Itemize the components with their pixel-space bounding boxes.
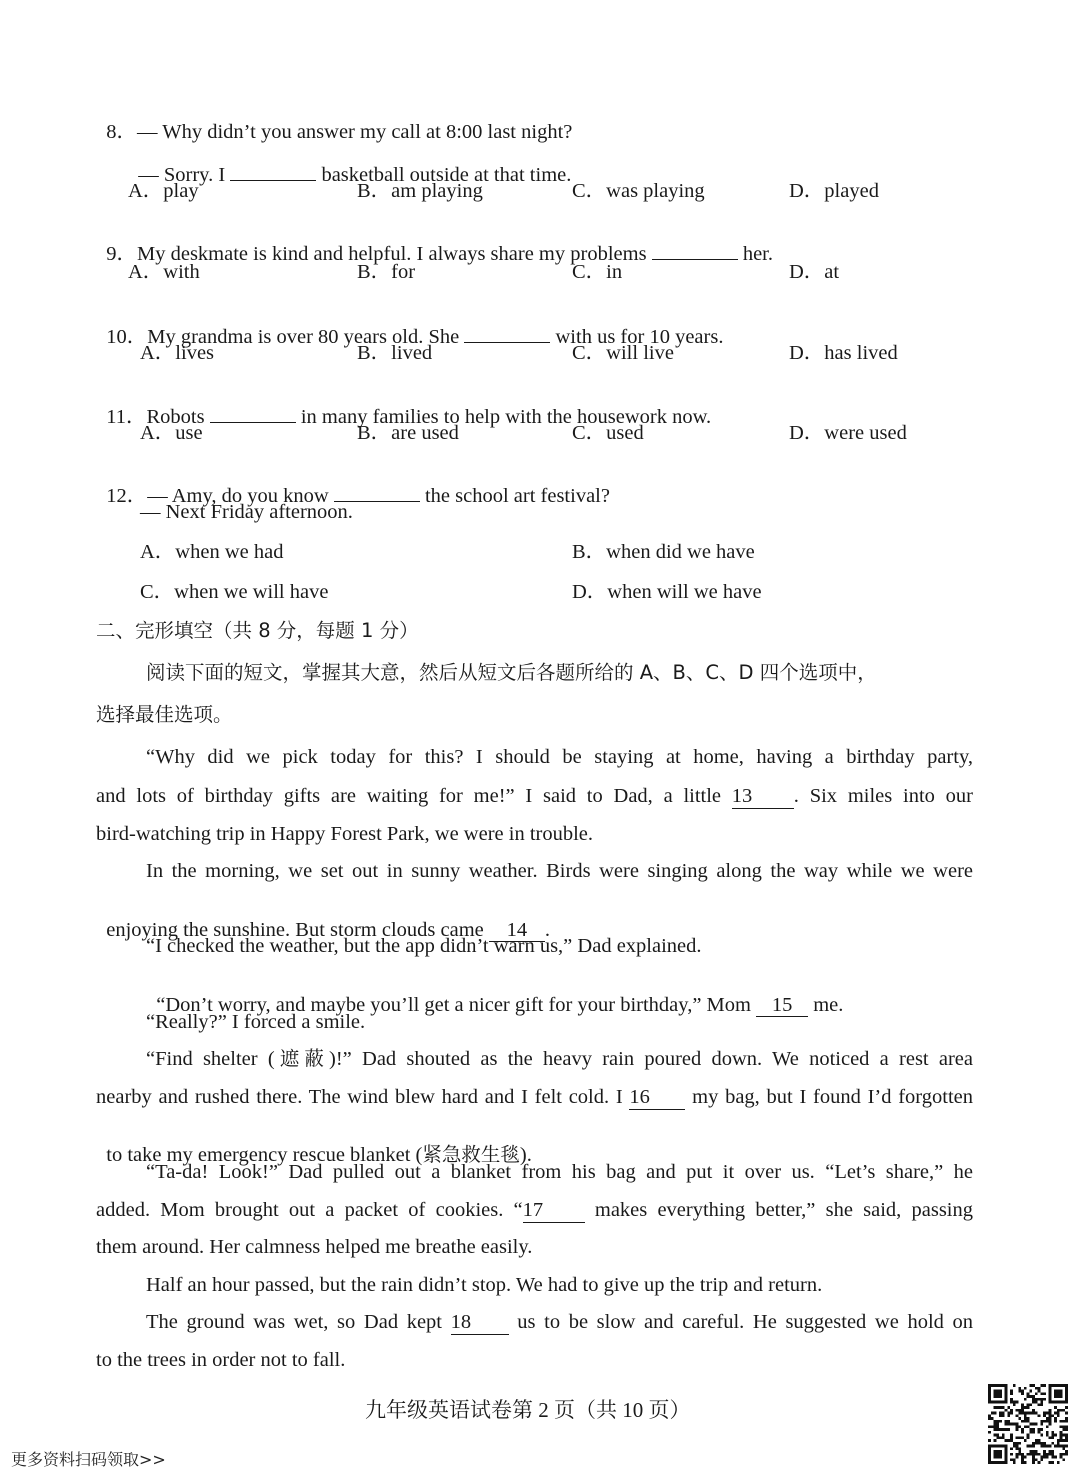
question-text: her. xyxy=(742,242,773,265)
passage-line: “I checked the weather, but the app didn’t warn us,” Dad explained. xyxy=(146,935,702,957)
option-c: C．will live xyxy=(572,342,674,364)
question-8-line1 xyxy=(96,101,572,142)
passage-text: . Six miles into our xyxy=(793,785,973,807)
answer-blank xyxy=(210,404,296,423)
passage-line xyxy=(96,786,973,809)
passage-line xyxy=(146,1312,973,1335)
question-text: — Amy, do you know xyxy=(147,484,329,507)
question-11 xyxy=(96,383,711,427)
passage-text: In the morning, we set out in sunny weather. Birds were singing along the way while we were xyxy=(146,860,973,882)
option-b: B．for xyxy=(357,261,416,283)
question-number: 9． xyxy=(106,242,137,265)
passage-text: makes everything better,” she said, passing xyxy=(594,1199,973,1221)
passage-text: ). xyxy=(519,1143,532,1166)
passage-line xyxy=(146,861,973,882)
passage-text: )!” Dad shouted as the heavy rain poured down. We noticed a rest area xyxy=(329,1048,973,1070)
option-b: B．lived xyxy=(357,342,433,364)
chinese-gloss: 遮蔽 xyxy=(274,1047,330,1070)
passage-text: my bag, but I found I’d forgotten xyxy=(692,1086,973,1108)
question-number: 10． xyxy=(106,325,148,348)
option-c: C．was playing xyxy=(572,180,705,202)
question-text: basketball outside at that time. xyxy=(321,163,572,186)
question-text: — Sorry. I xyxy=(138,163,226,186)
option-a: A．use xyxy=(140,422,203,444)
option-b: B．are used xyxy=(357,422,459,444)
question-text: My grandma is over 80 years old. She xyxy=(147,325,460,348)
question-8-line2 xyxy=(128,141,571,185)
blank-14: 14 xyxy=(489,920,545,943)
option-d: D．has lived xyxy=(789,342,898,364)
section-instruction-line2: 选择最佳选项。 xyxy=(96,703,233,726)
option-b: B．am playing xyxy=(357,180,483,202)
passage-text: “Don’t worry, and maybe you’ll get a nicer gift for your birthday,” Mom xyxy=(156,993,751,1016)
passage-line: “Really?” I forced a smile. xyxy=(146,1011,366,1033)
passage-text: me. xyxy=(813,993,844,1016)
blank-17: 17 xyxy=(523,1200,585,1223)
question-text: — Why didn’t you answer my call at 8:00 last night? xyxy=(137,120,573,143)
side-note: 更多资料扫码领取>> xyxy=(11,1450,166,1469)
passage-text: “Find shelter ( xyxy=(146,1048,275,1070)
question-number: 12． xyxy=(106,484,148,507)
option-a: A．when we had xyxy=(140,541,284,563)
blank-15: 15 xyxy=(756,995,808,1018)
passage-text: us to be slow and careful. He suggested we hold on xyxy=(517,1311,974,1333)
qr-code-icon[interactable] xyxy=(988,1384,1068,1464)
passage-line xyxy=(96,1124,532,1165)
option-c: C．in xyxy=(572,261,623,283)
page-footer: 九年级英语试卷第 2 页（共 10 页） xyxy=(365,1398,691,1422)
question-text: the school art festival? xyxy=(424,484,610,507)
question-9 xyxy=(96,220,773,264)
question-text: My deskmate is kind and helpful. I always share my problems xyxy=(137,242,647,265)
question-12-line2: — Next Friday afternoon. xyxy=(140,501,353,523)
option-a: A．with xyxy=(128,261,200,283)
option-c: C．when we will have xyxy=(140,581,329,603)
option-b: B．when did we have xyxy=(572,541,755,563)
option-c: C．used xyxy=(572,422,644,444)
passage-line xyxy=(96,1200,973,1223)
question-10 xyxy=(96,303,723,347)
passage-text: . xyxy=(544,918,550,941)
passage-text: “Ta-da! Look!” Dad pulled out a blanket from his bag and put it over us. “Let’s share,” he xyxy=(146,1161,973,1183)
passage-line: to the trees in order not to fall. xyxy=(96,1349,346,1371)
passage-line xyxy=(146,1049,973,1070)
passage-line: bird-watching trip in Happy Forest Park, we were in trouble. xyxy=(96,823,594,845)
answer-blank xyxy=(464,324,550,343)
question-12-line1 xyxy=(96,462,610,506)
passage-text: enjoying the sunshine. But storm clouds came xyxy=(106,918,484,941)
passage-text: added. Mom brought out a packet of cookies. “ xyxy=(96,1199,523,1221)
option-d: D．at xyxy=(789,261,840,283)
option-a: A．play xyxy=(128,180,199,202)
section-heading: 二、完形填空（共 8 分，每题 1 分） xyxy=(96,619,419,642)
question-text: in many families to help with the housework now. xyxy=(300,405,712,428)
answer-blank xyxy=(230,162,316,181)
question-text: Robots xyxy=(146,405,205,428)
option-d: D．when will we have xyxy=(572,581,762,603)
blank-16: 16 xyxy=(629,1087,685,1110)
passage-text: nearby and rushed there. The wind blew hard and I felt cold. I xyxy=(96,1086,623,1108)
passage-text: The ground was wet, so Dad kept xyxy=(146,1311,442,1333)
option-d: D．played xyxy=(789,180,879,202)
passage-line xyxy=(96,1087,973,1110)
blank-18: 18 xyxy=(451,1312,509,1335)
question-number: 8． xyxy=(106,120,137,143)
option-a: A．lives xyxy=(140,342,215,364)
passage-line: Half an hour passed, but the rain didn’t stop. We had to give up the trip and return. xyxy=(146,1274,823,1296)
blank-13: 13 xyxy=(732,786,794,809)
passage-line: them around. Her calmness helped me breathe easily. xyxy=(96,1236,533,1258)
question-text: with us for 10 years. xyxy=(555,325,724,348)
question-number: 11． xyxy=(106,405,147,428)
answer-blank xyxy=(334,483,420,502)
answer-blank xyxy=(652,241,738,260)
passage-text: to take my emergency rescue blanket ( xyxy=(106,1143,423,1166)
section-instruction-line1: 阅读下面的短文，掌握其大意，然后从短文后各题所给的 A、B、C、D 四个选项中， xyxy=(146,661,877,684)
option-d: D．were used xyxy=(789,422,907,444)
chinese-gloss: 紧急救生毯 xyxy=(422,1142,520,1166)
passage-line xyxy=(146,1162,973,1183)
passage-text: and lots of birthday gifts are waiting for me!” I said to Dad, a little xyxy=(96,785,722,807)
passage-text: “Why did we pick today for this? I should be staying at home, having a birthday party, xyxy=(146,746,973,768)
passage-line xyxy=(146,747,973,768)
